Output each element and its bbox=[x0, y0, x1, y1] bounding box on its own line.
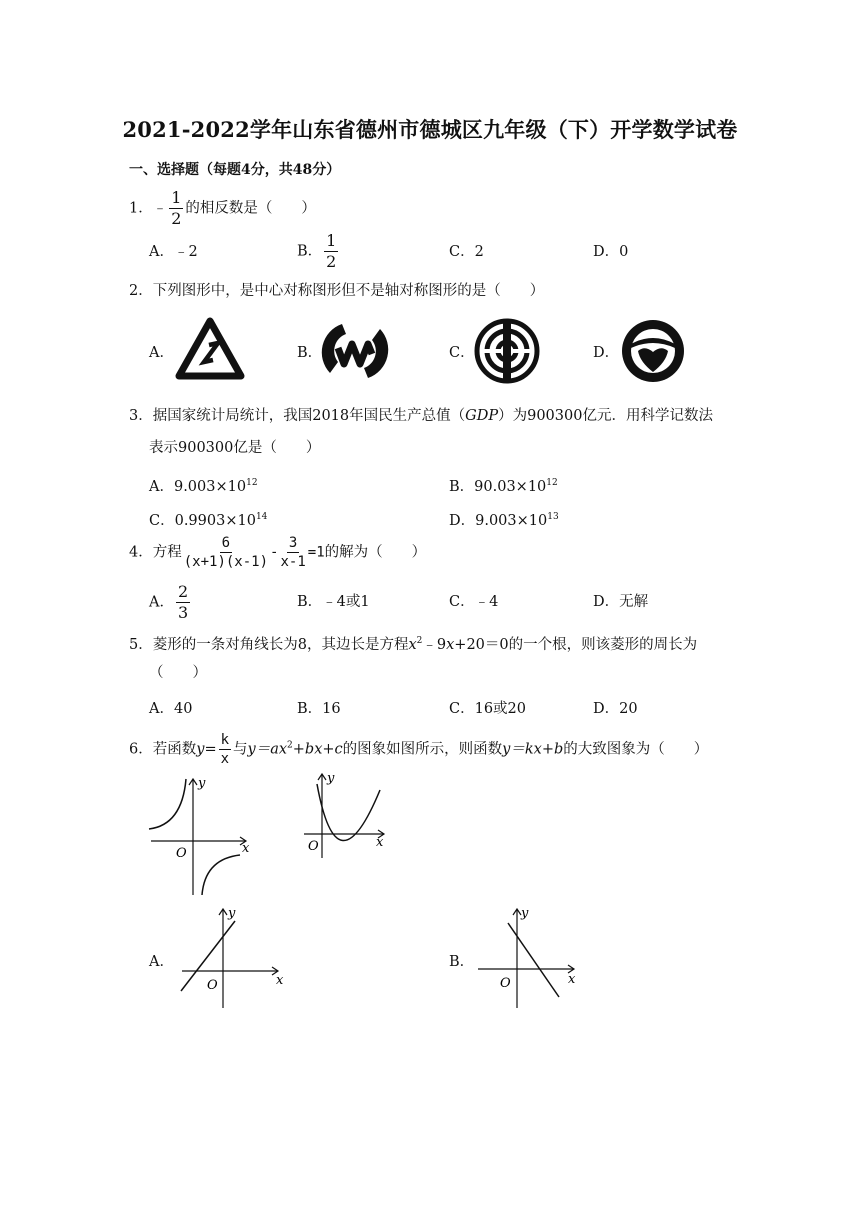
q2-option-b: B． bbox=[297, 345, 323, 361]
question-6-mid: 与 bbox=[233, 741, 248, 758]
question-5-text-a: 5．菱形的一条对角线长为8，其边长是方程 bbox=[129, 637, 409, 653]
q1-option-a: A．﹣2 bbox=[149, 244, 198, 260]
y-axis-label: y bbox=[521, 906, 529, 921]
circle-emblem-icon bbox=[474, 318, 540, 384]
q3-option-a bbox=[149, 473, 258, 497]
fraction-two-thirds bbox=[176, 584, 190, 621]
x-axis-label: x bbox=[242, 841, 250, 856]
question-2: 2．下列图形中，是中心对称图形但不是轴对称图形的是（ ） bbox=[129, 283, 545, 299]
fraction-numerator: 2 bbox=[177, 582, 189, 601]
question-3-line2: 表示900300亿是（ ） bbox=[149, 440, 321, 456]
exponent: 2 bbox=[287, 740, 293, 751]
question-3-text-b: ）为900300亿元．用科学记数法 bbox=[498, 408, 713, 424]
gdp-term: GDP bbox=[465, 408, 499, 424]
q2-option-c: C． bbox=[449, 345, 475, 361]
line-graph-option-a bbox=[178, 905, 290, 1010]
q3-option-c bbox=[149, 507, 267, 531]
q5-option-b: B．16 bbox=[297, 701, 341, 717]
q1-option-d: D．0 bbox=[593, 244, 629, 260]
q3-option-d bbox=[449, 507, 559, 531]
exponent: 12 bbox=[546, 478, 558, 488]
heart-emblem-icon bbox=[618, 318, 688, 384]
x-axis-label: x bbox=[376, 835, 384, 850]
fraction-numerator: 6 bbox=[221, 535, 231, 551]
q2-option-a: A． bbox=[149, 345, 174, 361]
q4-option-a bbox=[149, 584, 192, 621]
question-4 bbox=[129, 536, 426, 569]
parabola-graph bbox=[300, 768, 395, 863]
x-axis-label: x bbox=[276, 973, 284, 988]
fraction-k-over-x bbox=[219, 733, 231, 766]
origin-label: O bbox=[207, 978, 218, 993]
origin-label: O bbox=[500, 976, 511, 991]
q5-option-d: D．20 bbox=[593, 701, 638, 717]
section-heading: 一、选择题（每题4分，共48分） bbox=[129, 162, 341, 178]
question-6-suffix: 的大致图象为（ ） bbox=[563, 741, 709, 758]
fraction-half bbox=[169, 190, 183, 227]
fraction-denominator: 2 bbox=[326, 252, 337, 271]
line-graph-option-b bbox=[474, 903, 586, 1010]
variable-y: y bbox=[196, 741, 205, 758]
question-3-line1 bbox=[129, 406, 713, 426]
question-1-number: 1． bbox=[129, 200, 153, 217]
question-5-text-c: +20＝0的一个根，则该菱形的周长为 bbox=[454, 637, 698, 653]
fraction-denominator: 3 bbox=[177, 603, 189, 622]
equals-sign: = bbox=[204, 741, 217, 758]
y-axis-label: y bbox=[228, 906, 236, 921]
option-text: A．9.003×10 bbox=[149, 479, 247, 495]
exponent: 12 bbox=[246, 478, 258, 488]
variable-x: x bbox=[446, 637, 455, 653]
fraction-first bbox=[184, 536, 268, 569]
hyperbola-graph bbox=[146, 775, 256, 900]
q4-option-d: D．无解 bbox=[593, 594, 649, 610]
fraction-denominator: x bbox=[220, 751, 230, 767]
fraction-numerator: 1 bbox=[326, 231, 337, 250]
question-5-text-b: ﹣9 bbox=[422, 637, 447, 653]
q2-option-d: D． bbox=[593, 345, 620, 361]
fraction-second bbox=[280, 536, 305, 569]
swirl-logo-icon bbox=[320, 318, 390, 384]
option-label: B． bbox=[297, 243, 323, 260]
q1-option-c: C．2 bbox=[449, 244, 484, 260]
fraction-numerator: k bbox=[220, 732, 230, 748]
exponent: 2 bbox=[416, 636, 423, 646]
option-text: D．9.003×10 bbox=[449, 513, 548, 529]
quadratic-function: y＝ax bbox=[247, 741, 288, 758]
warning-triangle-icon bbox=[176, 318, 244, 380]
x-axis-label: x bbox=[568, 972, 576, 987]
quadratic-function-tail: +bx+c bbox=[292, 741, 343, 758]
question-6-prefix: 6．若函数 bbox=[129, 741, 197, 758]
fraction-denominator: x-1 bbox=[280, 554, 306, 570]
q5-option-a: A．40 bbox=[149, 701, 193, 717]
fraction-denominator: (x+1)(x-1) bbox=[183, 554, 269, 570]
fraction-denominator: 2 bbox=[171, 209, 182, 228]
q4-option-c: C．﹣4 bbox=[449, 594, 499, 610]
linear-function: y＝kx+b bbox=[502, 741, 564, 758]
origin-label: O bbox=[308, 839, 319, 854]
question-4-prefix: 4．方程 bbox=[129, 544, 182, 561]
option-label: A． bbox=[149, 594, 174, 611]
page-title: 2021-2022学年山东省德州市德城区九年级（下）开学数学试卷 bbox=[122, 117, 738, 142]
minus-sign: - bbox=[270, 544, 279, 561]
q4-option-b: B．﹣4或1 bbox=[297, 594, 370, 610]
equals-one: =1 bbox=[307, 544, 325, 561]
q6-option-a: A． bbox=[149, 954, 174, 970]
question-6-mid2: 的图象如图所示，则函数 bbox=[342, 741, 503, 758]
option-text: C．0.9903×10 bbox=[149, 513, 256, 529]
origin-label: O bbox=[176, 846, 187, 861]
q1-option-b bbox=[297, 233, 340, 270]
variable-x: x bbox=[408, 637, 417, 653]
question-3-text-a: 3．据国家统计局统计，我国2018年国民生产总值（ bbox=[129, 408, 466, 424]
exponent: 14 bbox=[255, 512, 268, 522]
question-1-text: 的相反数是（ ） bbox=[185, 200, 316, 217]
question-5-line1 bbox=[129, 631, 697, 655]
q6-option-b: B． bbox=[449, 954, 475, 970]
y-axis-label: y bbox=[198, 776, 206, 791]
y-axis-label: y bbox=[327, 771, 335, 786]
question-1 bbox=[129, 190, 316, 227]
question-4-suffix: 的解为（ ） bbox=[324, 544, 427, 561]
fraction-numerator: 3 bbox=[288, 535, 298, 551]
minus-sign: ﹣ bbox=[152, 200, 168, 217]
fraction-numerator: 1 bbox=[171, 188, 182, 207]
fraction-half bbox=[324, 233, 338, 270]
q3-option-b bbox=[449, 473, 558, 497]
question-6 bbox=[129, 733, 708, 766]
exponent: 13 bbox=[547, 512, 559, 522]
option-text: B．90.03×10 bbox=[449, 479, 547, 495]
q5-option-c: C．16或20 bbox=[449, 701, 526, 717]
question-5-line2: （ ） bbox=[149, 665, 207, 681]
